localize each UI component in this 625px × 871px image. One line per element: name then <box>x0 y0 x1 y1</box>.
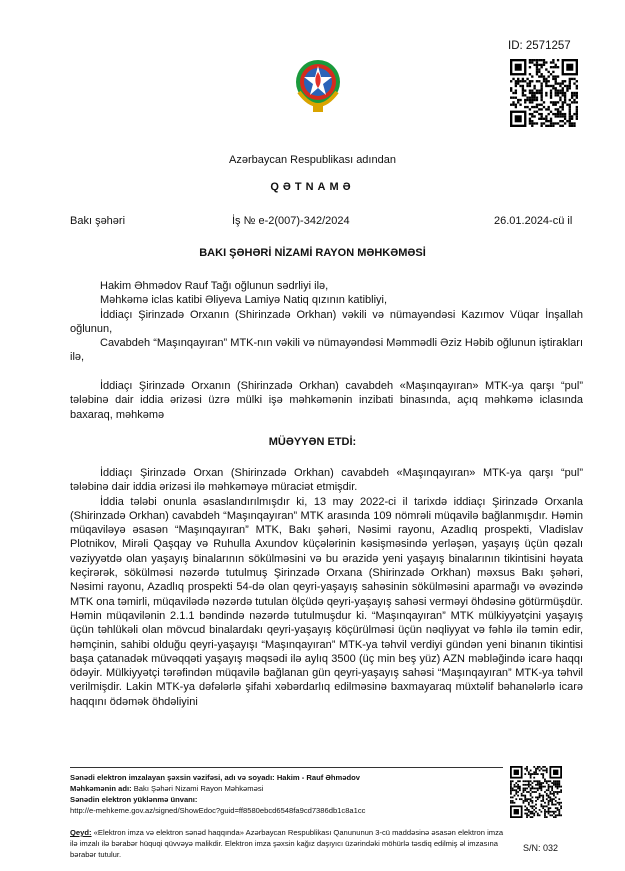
qr-code-top <box>510 59 578 127</box>
note-label: Qeyd: <box>70 828 92 837</box>
url-label: Sənədin elektron yüklənmə ünvanı: <box>70 795 198 804</box>
state-emblem-icon <box>293 58 343 118</box>
signer-label: Sənədi elektron imzalayan şəxsin vəzifəsi, adı və soyadı: <box>70 773 275 782</box>
download-url-link[interactable]: http://e-mehkeme.gov.az/signed/ShowEdoc?guid=ff8580ebcd6548fa9cd7386db1c8a1cc <box>70 806 366 815</box>
serial-number: S/N: 032 <box>523 843 559 853</box>
body-block <box>70 466 583 709</box>
body-paragraph: İddia tələbi onunla əsaslandırılmışdır ki, 13 may 2022-ci il tarixdə iddiaçı Şirinzadə Orxanla (Shirinzadə Orkhan) cavabdeh “Maşınqayıran” MTK arasında 109 nömrəli müqavilə bağlanmışdır. Həmin müqaviləyə əsasən “Maşınqayıran” MTK, Bakı şəhəri, Nəsimi rayonu, Azadlıq prospekti, Vladislav Plotnikov, Mirəli Qaşqay və Ruhulla Axundov küçələrinin kəsişməsində yerləşən, yaşayış üçün qəzalı vəziyyətdə olan yaşayış binalarının sökülməsini və bu ərazidə yeni yaşayış binalarının tikintisini həyata keçirərək, sökülməsi nəzərdə tutulmuş Şirinzadə Orxana (Shirinzadə Orkhan) məxsus Bakı şəhəri, Nəsimi rayonu, Azadlıq prospekti 54-də olan qeyri-yaşayış sahəsinin sökülməsini aparmağı və əvəzində MTK ona təmirli, müqavilədə nəzərdə tutulan ölçüdə qeyri-yaşayış sahəsi verməyi öhdəsinə götürmüşdür. Həmin müqavilənin 2.1.1 bəndində nəzərdə tutulmuşdur ki. “Maşınqayıran” MTK mülkiyyətçini yaşayış üçün təhlükəli olan mövcud binalardakı qeyri-yaşayış köçürülməsi üçün nəqliyyat və fəhlə ilə təmin edir, həmçinin, sahibi olduğu qeyri-yaşayışı “Maşınqayıran” MTK-ya təhvil verdiyi gündən yeni binanın tikintisi başa çatanadək müvəqqəti yaşayış məqsədi ilə aylıq 3500 (üç min beş yüz) AZN məbləğində icarə haqqı ödəyir. Mülkiyyətçi tərəfindən müqavilə bağlanan gün qeyri-yaşayış sahəsi “Maşınqayıran” MTK-ya təhvil verilmişdir. Lakin MTK-ya dəfələrlə şifahi xəbərdarlıq edilməsinə baxmayaraq müxtəlif bəhanələrlə icarə haqqını ödəmək öhdəliyini <box>70 495 583 708</box>
signer-value: Hakim - Rauf Əhmədov <box>276 773 360 782</box>
participants-block <box>70 279 583 365</box>
footer-divider <box>70 767 503 768</box>
city: Bakı şəhəri <box>70 215 126 227</box>
qr-code-bottom <box>510 766 562 818</box>
case-number: İş № e-2(007)-342/2024 <box>232 215 350 227</box>
note-text: «Elektron imza və elektron sənəd haqqında» Azərbaycan Respublikası Qanununun 3-cü maddəsinə əsasən elektron imza ilə imzalı ilə bərabər hüquqi qüvvəyə malikdir. Elektron imza şəxsin kağız daşıyıcı üzərindəki möhürlə təsdiq edilmiş əl imzasına bərabər tutulur. <box>70 828 504 859</box>
participant-secretary: Məhkəmə iclas katibi Əliyeva Lamiyə Natiq qızının katibliyi, <box>100 294 388 307</box>
document-title: QƏTNAMƏ <box>270 181 355 193</box>
participant-defendant-rep: Cavabdeh “Maşınqayıran” MTK-nın vəkili və nümayəndəsi Məmmədli Əziz Həbib oğlunun iştirakları ilə, <box>70 337 583 364</box>
participant-judge: Hakim Əhmədov Rauf Tağı oğlunun sədrliyi ilə, <box>100 280 329 292</box>
on-behalf-line: Azərbaycan Respublikası adından <box>229 154 396 166</box>
decision-date: 26.01.2024-cü il <box>494 215 573 227</box>
court-name: BAKI ŞƏHƏRİ NİZAMİ RAYON MƏHKƏMƏSİ <box>199 247 426 259</box>
court-value: Bakı Şəhəri Nizami Rayon Məhkəməsi <box>133 784 264 793</box>
established-heading: MÜƏYYƏN ETDİ: <box>268 436 357 448</box>
body-paragraph: İddiaçı Şirinzadə Orxan (Shirinzadə Orkhan) cavabdeh «Maşınqayıran» MTK-ya qarşı “pul” tələbinə dair iddia ərizəsi ilə məhkəməyə müraciət etmişdir. <box>70 467 583 494</box>
court-label: Məhkəmənin adı: <box>70 784 132 793</box>
participant-plaintiff-rep: İddiaçı Şirinzadə Orxanın (Shirinzadə Orkhan) vəkili və nümayəndəsi Kazımov Vüqar İnşallah oğlunun, <box>70 308 583 335</box>
intro-paragraph: İddiaçı Şirinzadə Orxanın (Shirinzadə Orkhan) cavabdeh «Maşınqayıran» MTK-ya qarşı “pul” tələbinə dair iddia ərizəsi üzrə mülki işə məhkəmənin inzibati binasında, açıq məhkəmə iclasında baxaraq, məhkəmə <box>70 380 583 421</box>
document-id: ID: 2571257 <box>508 40 571 52</box>
legal-note <box>70 827 510 860</box>
signature-info <box>70 772 500 816</box>
